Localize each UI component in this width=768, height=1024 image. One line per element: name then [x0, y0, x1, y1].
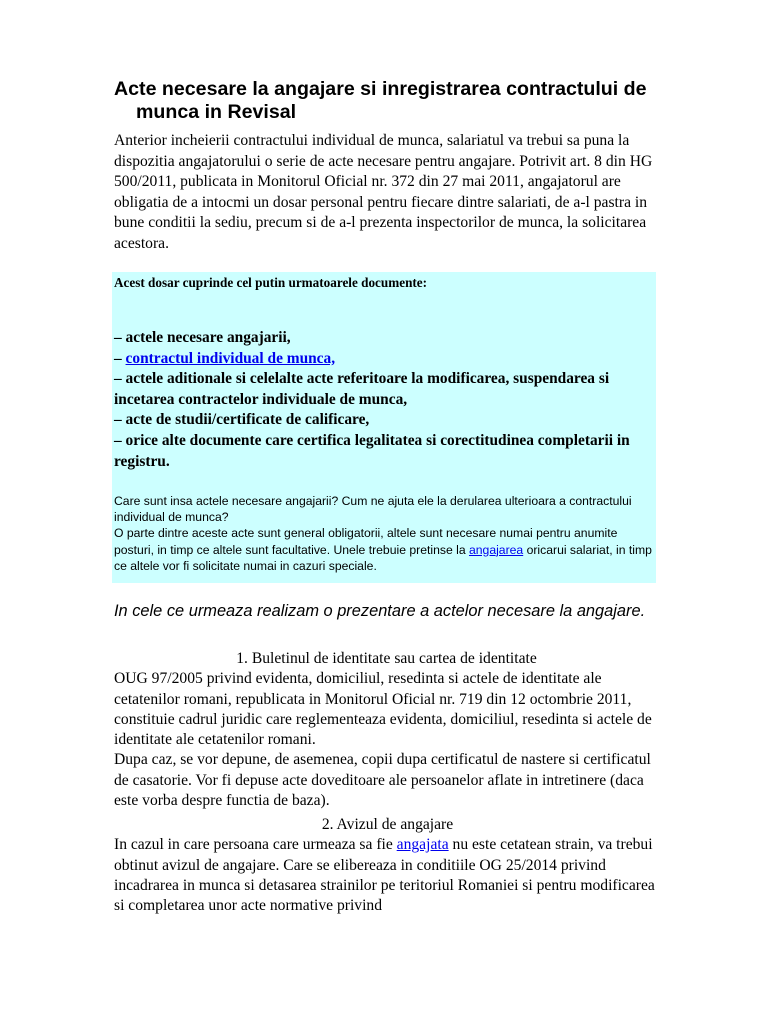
- list-item-text: acte de studii/certificate de calificare,: [125, 411, 370, 429]
- list-dash: –: [114, 370, 126, 388]
- box-note-text-before: O parte dintre aceste acte sunt general obligatorii, altele sunt necesare numai pentru anumite posturi, in timp ce altele sunt facultative. Unele trebuie pretinse la: [114, 526, 618, 557]
- documents-box: [112, 272, 656, 583]
- box-note: [114, 493, 654, 574]
- section-1-paragraph-2: Dupa caz, se vor depune, de asemenea, copii dupa certificatul de nastere si certificatul de casatorie. Vor fi depuse acte doveditoare ale persoanelor aflate in intretinere (daca este vorba despre functia de baza).: [114, 751, 651, 810]
- angajarea-link[interactable]: angajarea: [468, 542, 524, 557]
- list-item: [114, 410, 654, 431]
- section-2-text-after: nu este cetatean strain, va trebui obtinut avizul de angajare. Care se elibereaza in conditiile OG 25/2014 privind incadrarea in munca si detasarea strainilor pe teritoriul Romaniei si pentru modificarea si completarea unor acte normative privind: [114, 836, 655, 915]
- list-dash: –: [114, 349, 126, 367]
- section-1-heading: 1. Buletinul de identitate sau cartea de identitate: [236, 650, 537, 667]
- list-item-text: actele aditionale si celelalte acte referitoare la modificarea, suspendarea si incetarea contractelor individuale de munca,: [114, 370, 610, 408]
- list-dash: –: [114, 431, 126, 449]
- section-1-paragraph-1: OUG 97/2005 privind evidenta, domiciliul, resedinta si actele de identitate ale cetatenilor romani, republicata in Monitorul Oficial nr. 719 din 12 octombrie 2011, constituie cadrul juridic care reglementeaza evidenta, domiciliul, resedinta si actele de identitate ale cetatenilor romani.: [114, 670, 652, 749]
- contract-link[interactable]: contractul individual de munca,: [125, 349, 336, 367]
- box-note-text: [114, 525, 654, 574]
- page-title: Acte necesare la angajare si inregistrarea contractului de munca in Revisal: [114, 78, 647, 123]
- list-dash: –: [114, 411, 126, 429]
- list-dash: –: [114, 329, 126, 346]
- box-note-question: Care sunt insa actele necesare angajarii? Cum ne ajuta ele la derularea ulterioara a contractului individual de munca?: [114, 494, 632, 525]
- box-note-text-after: oricarui salariat, in timp ce altele vor fi solicitate numai in cazuri speciale.: [114, 542, 652, 573]
- section-2-heading: 2. Avizul de angajare: [321, 816, 454, 833]
- section-2-paragraph: [114, 835, 659, 916]
- section-2-text-before: In cazul in care persoana care urmeaza sa fie: [114, 836, 397, 854]
- section-subtitle: In cele ce urmeaza realizam o prezentare a actelor necesare la angajare.: [114, 602, 646, 620]
- section-1: [114, 649, 659, 811]
- documents-list: [114, 328, 654, 472]
- list-item: [114, 431, 654, 472]
- list-item-text: orice alte documente care certifica legalitatea si corectitudinea completarii in registru.: [114, 431, 630, 470]
- list-item: [114, 328, 654, 349]
- angajata-link[interactable]: angajata: [396, 836, 449, 854]
- list-item-text: actele necesare angajarii,: [125, 329, 291, 346]
- box-heading: Acest dosar cuprinde cel putin urmatoarele documente:: [114, 275, 428, 290]
- section-2: [114, 815, 659, 916]
- intro-paragraph: Anterior incheierii contractului individual de munca, salariatul va trebui sa puna la dispozitia angajatorului o serie de acte necesare pentru angajare. Potrivit art. 8 din HG 500/2011, publicata in Monitorul Oficial nr. 372 din 27 mai 2011, angajatorul are obligatia de a intocmi un dosar personal pentru fiecare dintre salariati, de a-l pastra in bune conditii la sediu, precum si de a-l prezenta inspectorilor de munca, la solicitarea acestora.: [114, 132, 653, 252]
- list-item: [114, 349, 654, 370]
- list-item: [114, 369, 654, 410]
